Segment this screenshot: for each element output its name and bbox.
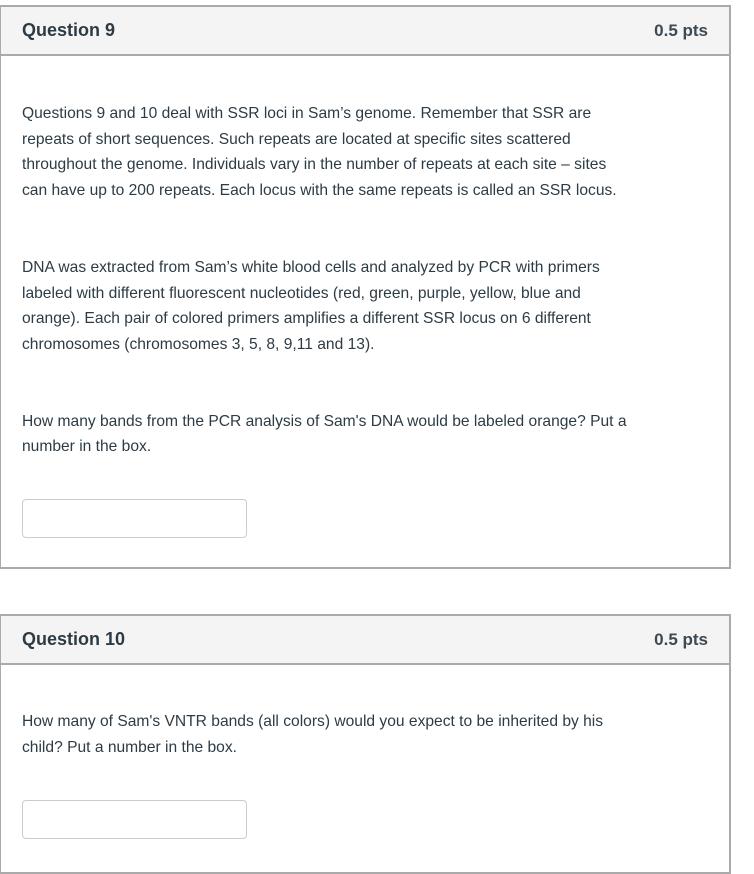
text-line: chromosomes (chromosomes 3, 5, 8, 9,11 and 13).: [22, 335, 375, 353]
answer-input[interactable]: [22, 800, 247, 839]
text-line: orange). Each pair of colored primers amplifies a different SSR locus on 6 different: [22, 310, 591, 328]
text-line: throughout the genome. Individuals vary in the number of repeats at each site – sites: [22, 156, 607, 174]
text-line: can have up to 200 repeats. Each locus with the same repeats is called an SSR locus.: [22, 182, 617, 200]
text-line: child? Put a number in the box.: [22, 738, 237, 756]
question-points: 0.5 pts: [654, 629, 708, 649]
question-title: Question 10: [22, 629, 126, 649]
text-line: Questions 9 and 10 deal with SSR loci in Sam’s genome. Remember that SSR are: [22, 105, 592, 122]
question-header: [1, 616, 729, 665]
paragraph: [22, 409, 708, 460]
question-points: 0.5 pts: [654, 20, 708, 40]
question-10: [0, 614, 731, 874]
text-line: How many bands from the PCR analysis of Sam's DNA would be labeled orange? Put a: [22, 412, 627, 430]
question-text: [1, 709, 729, 839]
question-9: [0, 5, 731, 569]
answer-input[interactable]: [22, 499, 247, 538]
paragraph: [22, 709, 708, 760]
text-line: How many of Sam's VNTR bands (all colors) would you expect to be inherited by his: [22, 713, 604, 730]
text-line: number in the box.: [22, 438, 152, 456]
question-title: Question 9: [22, 20, 116, 40]
text-line: labeled with different fluorescent nucleotides (red, green, purple, yellow, blue and: [22, 284, 581, 302]
question-header: [1, 7, 729, 56]
paragraph: [22, 255, 708, 358]
paragraph: [22, 101, 708, 204]
question-text: [1, 101, 729, 538]
text-line: DNA was extracted from Sam’s white blood cells and analyzed by PCR with primers: [22, 258, 600, 276]
text-line: repeats of short sequences. Such repeats are located at specific sites scattered: [22, 130, 571, 148]
